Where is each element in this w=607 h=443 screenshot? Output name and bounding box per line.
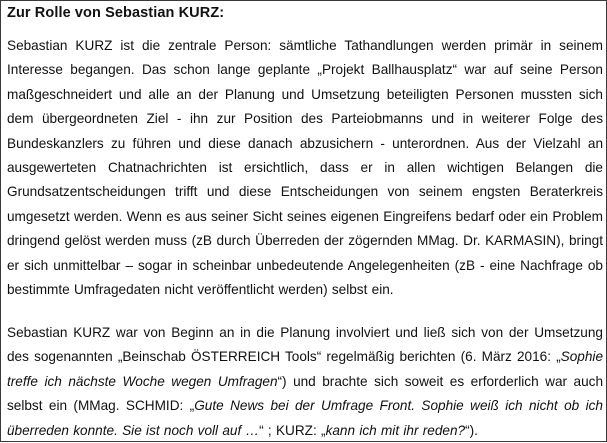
quote-kurz: kann ich mit ihr reden? [325,422,466,438]
paragraph2-text-4: “). [465,422,478,438]
document-title: Zur Rolle von Sebastian KURZ: [7,5,225,21]
paragraph2-text-1: Sebastian KURZ war von Beginn an in die Planung involviert und ließ sich von der Umsetzung des sogenannten „Beinschab ÖSTERREICH Tools“ regelmäßig berichten (6. März 2016: „ [7,325,603,365]
quote-sophie-meeting: Sophie treffe ich nächste Woche wegen Umfragen [7,349,603,389]
paragraph2-text-2: “) und brachte sich soweit es erforderlich war auch selbst ein (MMag. SCHMID: „ [7,373,604,414]
paragraph-role-overview: Sebastian KURZ ist die zentrale Person: sämtliche Tathandlungen werden primär in seinem Interesse begangen. Das schon lange geplante „Projekt Ballhausplatz“ war auf seine Person maßgeschneidert und alle an der Planung und Umsetzung beteiligten Personen mussten sich dem übergeordneten Ziel - ihn zur Position des Parteiobmanns und in weiterer Folge des Bundeskanzlers zu führen und diese danach abzusichern - unterordnen. Aus der Vielzahl an ausgewerteten Chatnachrichten ist ersichtlich, dass er in allen wichtigen Belangen die Grundsatzentscheidungen trifft und diese Entscheidungen von seinem engsten Beraterkreis umgesetzt werden. Wenn es aus seiner Sicht seines eigenen Eingreifens bedarf oder ein Problem dringend gelöst werden muss (zB durch Überreden der zögernden MMag. Dr. KARMASIN), bringt er sich unmittelbar – sogar in scheinbar unbedeutende Angelegenheiten (zB - eine Nachfrage ob bestimmte Umfragedaten nicht veröffentlicht werden) selbst ein. [7,38,603,298]
paragraph-involvement [7,321,603,443]
paragraph2-text-3: “ ; KURZ: „ [259,422,326,438]
quote-schmid: Gute News bei der Umfrage Front. Sophie weiß ich nicht ob ich überreden konnte. Sie ist noch voll auf … [7,398,603,438]
